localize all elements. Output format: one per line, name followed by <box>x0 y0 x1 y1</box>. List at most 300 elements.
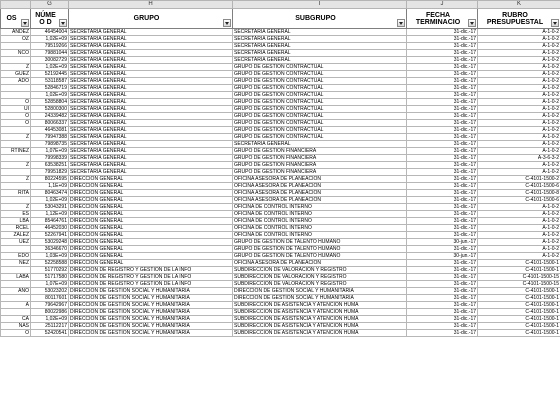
cell-name[interactable]: GUEZ <box>1 71 31 78</box>
cell-numero[interactable]: 1,02E+09 <box>31 197 69 204</box>
cell-fecha[interactable]: 31-dic.-17 <box>407 155 478 162</box>
column-letter-j[interactable]: J <box>407 1 478 9</box>
cell-rubro[interactable]: A-1-0-2 <box>478 134 560 141</box>
cell-numero[interactable]: 30082729 <box>31 57 69 64</box>
cell-fecha[interactable]: 31-dic.-17 <box>407 141 478 148</box>
table-row <box>1 50 560 57</box>
cell-numero[interactable]: 52267941 <box>31 232 69 239</box>
cell-subgrupo[interactable]: GRUPO DE GESTION CONTRACTUAL <box>233 120 407 127</box>
cell-rubro[interactable]: A-1-0-2 <box>478 113 560 120</box>
cell-name[interactable]: ANDEZ <box>1 29 31 36</box>
cell-numero[interactable]: 52192445 <box>31 71 69 78</box>
filter-dropdown-icon[interactable] <box>468 19 476 27</box>
cell-numero[interactable]: 52858804 <box>31 99 69 106</box>
cell-fecha[interactable]: 31-dic.-17 <box>407 190 478 197</box>
table-row <box>1 309 560 316</box>
cell-numero[interactable]: 80224595 <box>31 176 69 183</box>
cell-grupo[interactable]: DIRECCION DE GESTION SOCIAL Y HUMANITARIA <box>69 316 233 323</box>
cell-subgrupo[interactable]: GRUPO DE GESTION CONTRACTUAL <box>233 92 407 99</box>
cell-rubro[interactable]: C-4101-1500-1 <box>478 288 560 295</box>
cell-numero[interactable]: 79642967 <box>31 302 69 309</box>
table-row <box>1 302 560 309</box>
cell-subgrupo[interactable]: SUBDIRECCION DE ASISTENCIA Y ATENCION HUMA <box>233 309 407 316</box>
cell-name[interactable]: Z <box>1 134 31 141</box>
cell-grupo[interactable]: SECRETARIA GENERAL <box>69 43 233 50</box>
column-letter-f[interactable] <box>1 1 31 9</box>
cell-subgrupo[interactable]: OFICINA DE CONTROL INTERNO <box>233 232 407 239</box>
cell-fecha[interactable]: 31-dic.-17 <box>407 78 478 85</box>
cell-name[interactable]: UEZ <box>1 239 31 246</box>
cell-name[interactable]: Z <box>1 176 31 183</box>
cell-subgrupo[interactable]: GRUPO DE GESTION CONTRACTUAL <box>233 99 407 106</box>
header-cell-numero[interactable] <box>31 9 69 29</box>
cell-subgrupo[interactable]: GRUPO DE GESTION DE TALENTO HUMANO <box>233 239 407 246</box>
cell-fecha[interactable]: 31-dic.-17 <box>407 274 478 281</box>
cell-subgrupo[interactable]: GRUPO DE GESTION FINANCIERA <box>233 162 407 169</box>
cell-subgrupo[interactable]: DIRECCION DE GESTION SOCIAL Y HUMANITARIA <box>233 295 407 302</box>
cell-numero[interactable]: 46454004 <box>31 29 69 36</box>
cell-numero[interactable]: 79951829 <box>31 169 69 176</box>
cell-grupo[interactable]: SECRETARIA GENERAL <box>69 92 233 99</box>
cell-subgrupo[interactable]: GRUPO DE GESTION CONTRACTUAL <box>233 127 407 134</box>
cell-subgrupo[interactable]: GRUPO DE GESTION CONTRACTUAL <box>233 85 407 92</box>
cell-name[interactable]: Z <box>1 64 31 71</box>
cell-grupo[interactable]: SECRETARIA GENERAL <box>69 78 233 85</box>
cell-name[interactable]: RCEL <box>1 225 31 232</box>
cell-fecha[interactable]: 31-dic.-17 <box>407 57 478 64</box>
cell-fecha[interactable]: 31-dic.-17 <box>407 92 478 99</box>
cell-rubro[interactable]: A-1-0-2 <box>478 141 560 148</box>
cell-grupo[interactable]: SECRETARIA GENERAL <box>69 148 233 155</box>
table-row <box>1 127 560 134</box>
cell-rubro[interactable]: A-1-0-2 <box>478 127 560 134</box>
cell-rubro[interactable]: A-1-0-2 <box>478 99 560 106</box>
cell-subgrupo[interactable]: GRUPO DE GESTION CONTRACTUAL <box>233 64 407 71</box>
cell-grupo[interactable]: SECRETARIA GENERAL <box>69 85 233 92</box>
cell-grupo[interactable]: SECRETARIA GENERAL <box>69 127 233 134</box>
cell-name[interactable]: EDO <box>1 253 31 260</box>
cell-fecha[interactable]: 31-dic.-17 <box>407 288 478 295</box>
cell-rubro[interactable]: A-1-0-2 <box>478 43 560 50</box>
table-row <box>1 267 560 274</box>
cell-rubro[interactable]: A-1-0-2 <box>478 106 560 113</box>
cell-fecha[interactable]: 31-dic.-17 <box>407 64 478 71</box>
cell-grupo[interactable]: SECRETARIA GENERAL <box>69 64 233 71</box>
cell-numero[interactable]: 36346670 <box>31 246 69 253</box>
cell-fecha[interactable]: 31-dic.-17 <box>407 246 478 253</box>
cell-fecha[interactable]: 31-dic.-17 <box>407 169 478 176</box>
table-row <box>1 120 560 127</box>
cell-rubro[interactable]: A-1-0-2 <box>478 71 560 78</box>
cell-grupo[interactable]: DIRECCION DE REGISTRO Y GESTION DE LA INFO <box>69 274 233 281</box>
cell-grupo[interactable]: SECRETARIA GENERAL <box>69 155 233 162</box>
cell-numero[interactable]: 80022986 <box>31 309 69 316</box>
cell-fecha[interactable]: 31-dic.-17 <box>407 120 478 127</box>
cell-numero[interactable]: 1,02E+09 <box>31 316 69 323</box>
cell-subgrupo[interactable]: SECRETARIA GENERAL <box>233 29 407 36</box>
header-cell-name[interactable] <box>1 9 31 29</box>
cell-name[interactable]: UI <box>1 106 31 113</box>
cell-grupo[interactable]: DIRECCION DE GESTION SOCIAL Y HUMANITARIA <box>69 295 233 302</box>
cell-numero[interactable]: 79947388 <box>31 134 69 141</box>
cell-subgrupo[interactable]: SUBDIRECCION DE VALORACION Y REGISTRO <box>233 281 407 288</box>
cell-grupo[interactable]: SECRETARIA GENERAL <box>69 57 233 64</box>
cell-fecha[interactable]: 31-dic.-17 <box>407 162 478 169</box>
cell-numero[interactable]: 52420541 <box>31 330 69 337</box>
cell-name[interactable] <box>1 85 31 92</box>
cell-name[interactable] <box>1 183 31 190</box>
table-row <box>1 323 560 330</box>
cell-rubro[interactable]: A-1-0-2 <box>478 78 560 85</box>
cell-subgrupo[interactable]: GRUPO DE GESTION FINANCIERA <box>233 169 407 176</box>
column-letter-k[interactable]: K <box>478 1 560 9</box>
cell-subgrupo[interactable]: SECRETARIA GENERAL <box>233 43 407 50</box>
header-cell-fecha[interactable] <box>407 9 478 29</box>
cell-numero[interactable]: 85464761 <box>31 218 69 225</box>
cell-fecha[interactable]: 31-dic.-17 <box>407 323 478 330</box>
cell-rubro[interactable]: A-1-0-2 <box>478 239 560 246</box>
cell-grupo[interactable]: DIRECCION GENERAL <box>69 176 233 183</box>
cell-numero[interactable]: 1,02E+09 <box>31 92 69 99</box>
cell-grupo[interactable]: DIRECCION GENERAL <box>69 239 233 246</box>
cell-fecha[interactable]: 31-dic.-17 <box>407 204 478 211</box>
cell-subgrupo[interactable]: GRUPO DE GESTION CONTRACTUAL <box>233 78 407 85</box>
cell-fecha[interactable]: 31-dic.-17 <box>407 148 478 155</box>
cell-subgrupo[interactable]: SECRETARIA GENERAL <box>233 57 407 64</box>
cell-grupo[interactable]: SECRETARIA GENERAL <box>69 120 233 127</box>
cell-grupo[interactable]: DIRECCION DE GESTION SOCIAL Y HUMANITARIA <box>69 309 233 316</box>
cell-name[interactable] <box>1 57 31 64</box>
cell-rubro[interactable]: C-4101-1500-6 <box>478 197 560 204</box>
cell-name[interactable]: ANO <box>1 288 31 295</box>
cell-subgrupo[interactable]: GRUPO DE GESTION FINANCIERA <box>233 155 407 162</box>
filter-dropdown-icon[interactable] <box>223 19 231 27</box>
table-row <box>1 225 560 232</box>
cell-grupo[interactable]: DIRECCION GENERAL <box>69 190 233 197</box>
cell-rubro[interactable]: A-1-0-2 <box>478 57 560 64</box>
cell-name[interactable] <box>1 309 31 316</box>
cell-fecha[interactable]: 31-dic.-17 <box>407 176 478 183</box>
cell-numero[interactable]: 1,03E+09 <box>31 253 69 260</box>
cell-rubro[interactable]: A-1-0-2 <box>478 204 560 211</box>
cell-name[interactable]: RTINEZ <box>1 148 31 155</box>
cell-rubro[interactable]: C-4101-1500-1 <box>478 295 560 302</box>
cell-name[interactable]: RITA <box>1 190 31 197</box>
cell-numero[interactable]: 53029248 <box>31 239 69 246</box>
cell-numero[interactable]: 53043291 <box>31 204 69 211</box>
cell-rubro[interactable]: C-4101-1500-1 <box>478 267 560 274</box>
table-row <box>1 316 560 323</box>
cell-fecha[interactable]: 31-dic.-17 <box>407 36 478 43</box>
header-cell-subgrupo[interactable] <box>233 9 407 29</box>
cell-numero[interactable]: 52846719 <box>31 85 69 92</box>
cell-grupo[interactable]: DIRECCION DE GESTION SOCIAL Y HUMANITARIA <box>69 288 233 295</box>
cell-rubro[interactable]: A-1-0-2 <box>478 225 560 232</box>
cell-subgrupo[interactable]: GRUPO DE GESTION CONTRACTUAL <box>233 134 407 141</box>
column-letter-i[interactable]: I <box>233 1 407 9</box>
cell-fecha[interactable]: 31-dic.-17 <box>407 43 478 50</box>
cell-subgrupo[interactable]: SUBDIRECCION DE VALORACION Y REGISTRO <box>233 274 407 281</box>
cell-subgrupo[interactable]: SECRETARIA GENERAL <box>233 36 407 43</box>
cell-numero[interactable]: 1,12E+09 <box>31 211 69 218</box>
table-row <box>1 99 560 106</box>
cell-subgrupo[interactable]: OFICINA ASESORA DE PLANEACION <box>233 260 407 267</box>
cell-subgrupo[interactable]: OFICINA ASESORA DE PLANEACION <box>233 183 407 190</box>
cell-rubro[interactable]: A-1-0-2 <box>478 253 560 260</box>
cell-subgrupo[interactable]: SUBDIRECCION DE ASISTENCIA Y ATENCION HUMA <box>233 302 407 309</box>
cell-fecha[interactable]: 30-jun.-17 <box>407 253 478 260</box>
cell-rubro[interactable]: A-1-0-2 <box>478 50 560 57</box>
cell-numero[interactable]: 52258588 <box>31 260 69 267</box>
cell-fecha[interactable]: 31-dic.-17 <box>407 218 478 225</box>
cell-fecha[interactable]: 31-dic.-17 <box>407 309 478 316</box>
cell-rubro[interactable]: A-1-0-2 <box>478 92 560 99</box>
cell-numero[interactable]: 51770292 <box>31 267 69 274</box>
cell-grupo[interactable]: SECRETARIA GENERAL <box>69 36 233 43</box>
cell-grupo[interactable]: DIRECCION GENERAL <box>69 183 233 190</box>
cell-name[interactable]: NAS <box>1 323 31 330</box>
cell-name[interactable] <box>1 141 31 148</box>
cell-name[interactable] <box>1 281 31 288</box>
cell-grupo[interactable]: DIRECCION GENERAL <box>69 232 233 239</box>
cell-grupo[interactable]: DIRECCION GENERAL <box>69 211 233 218</box>
cell-rubro[interactable]: C-4101-1500-8 <box>478 190 560 197</box>
cell-grupo[interactable]: SECRETARIA GENERAL <box>69 71 233 78</box>
cell-subgrupo[interactable]: OFICINA DE CONTROL INTERNO <box>233 225 407 232</box>
cell-rubro[interactable]: A-1-0-2 <box>478 148 560 155</box>
cell-subgrupo[interactable]: GRUPO DE GESTION CONTRACTUAL <box>233 106 407 113</box>
table-row <box>1 183 560 190</box>
cell-fecha[interactable]: 31-dic.-17 <box>407 106 478 113</box>
table-row <box>1 288 560 295</box>
cell-grupo[interactable]: SECRETARIA GENERAL <box>69 50 233 57</box>
cell-name[interactable] <box>1 92 31 99</box>
cell-numero[interactable]: 25112217 <box>31 323 69 330</box>
cell-rubro[interactable]: A-1-0-2 <box>478 29 560 36</box>
cell-rubro[interactable]: C-4101-1500-1 <box>478 260 560 267</box>
cell-numero[interactable]: 53023202 <box>31 288 69 295</box>
cell-fecha[interactable]: 31-dic.-17 <box>407 71 478 78</box>
cell-subgrupo[interactable]: SUBDIRECCION DE VALORACION Y REGISTRO <box>233 267 407 274</box>
cell-grupo[interactable]: DIRECCION GENERAL <box>69 260 233 267</box>
cell-subgrupo[interactable]: SECRETARIA GENERAL <box>233 50 407 57</box>
cell-fecha[interactable]: 31-dic.-17 <box>407 281 478 288</box>
table-row <box>1 113 560 120</box>
cell-rubro[interactable]: A-1-0-2 <box>478 211 560 218</box>
cell-name[interactable] <box>1 127 31 134</box>
cell-numero[interactable]: 46453081 <box>31 127 69 134</box>
cell-numero[interactable]: 80463474 <box>31 190 69 197</box>
cell-grupo[interactable]: DIRECCION DE GESTION SOCIAL Y HUMANITARIA <box>69 323 233 330</box>
cell-fecha[interactable]: 31-dic.-17 <box>407 99 478 106</box>
cell-name[interactable] <box>1 295 31 302</box>
cell-numero[interactable]: 52800300 <box>31 106 69 113</box>
cell-numero[interactable]: 51717580 <box>31 274 69 281</box>
cell-subgrupo[interactable]: SECRETARIA GENERAL <box>233 141 407 148</box>
cell-name[interactable] <box>1 246 31 253</box>
cell-name[interactable]: ADO <box>1 78 31 85</box>
cell-rubro[interactable]: C-4101-1500-2 <box>478 176 560 183</box>
cell-fecha[interactable]: 31-dic.-17 <box>407 330 478 337</box>
cell-name[interactable]: O <box>1 330 31 337</box>
cell-numero[interactable]: 63538251 <box>31 162 69 169</box>
cell-grupo[interactable]: DIRECCION DE REGISTRO Y GESTION DE LA INFO <box>69 281 233 288</box>
cell-numero[interactable]: 80117601 <box>31 295 69 302</box>
cell-name[interactable] <box>1 169 31 176</box>
cell-name[interactable]: O <box>1 113 31 120</box>
cell-name[interactable] <box>1 197 31 204</box>
cell-rubro[interactable]: A-1-0-2 <box>478 246 560 253</box>
cell-grupo[interactable]: DIRECCION GENERAL <box>69 197 233 204</box>
cell-numero[interactable]: 1,07E+09 <box>31 148 69 155</box>
cell-fecha[interactable]: 30-jun.-17 <box>407 239 478 246</box>
cell-numero[interactable]: 79898735 <box>31 141 69 148</box>
cell-name[interactable]: O <box>1 99 31 106</box>
cell-numero[interactable]: 79881044 <box>31 50 69 57</box>
cell-name[interactable]: LBA <box>1 218 31 225</box>
cell-fecha[interactable]: 31-dic.-17 <box>407 127 478 134</box>
cell-rubro[interactable]: C-4101-1500-1 <box>478 316 560 323</box>
cell-rubro[interactable]: A-1-0-2 <box>478 64 560 71</box>
cell-subgrupo[interactable]: SUBDIRECCION DE ASISTENCIA Y ATENCION HUMA <box>233 330 407 337</box>
column-letter-h[interactable]: H <box>69 1 233 9</box>
cell-subgrupo[interactable]: OFICINA DE CONTROL INTERNO <box>233 204 407 211</box>
header-cell-grupo[interactable] <box>69 9 233 29</box>
cell-fecha[interactable]: 31-dic.-17 <box>407 197 478 204</box>
cell-fecha[interactable]: 31-dic.-17 <box>407 260 478 267</box>
table-row <box>1 57 560 64</box>
cell-fecha[interactable]: 31-dic.-17 <box>407 113 478 120</box>
cell-fecha[interactable]: 31-dic.-17 <box>407 232 478 239</box>
cell-subgrupo[interactable]: DIRECCION DE GESTION SOCIAL Y HUMANITARIA <box>233 288 407 295</box>
cell-numero[interactable]: 1,02E+09 <box>31 64 69 71</box>
cell-name[interactable]: A <box>1 302 31 309</box>
cell-grupo[interactable]: SECRETARIA GENERAL <box>69 134 233 141</box>
cell-grupo[interactable]: DIRECCION DE GESTION SOCIAL Y HUMANITARIA <box>69 302 233 309</box>
cell-rubro[interactable]: C-4101-1500-1 <box>478 323 560 330</box>
cell-grupo[interactable]: SECRETARIA GENERAL <box>69 106 233 113</box>
table-row <box>1 106 560 113</box>
cell-rubro[interactable]: A-1-0-2 <box>478 162 560 169</box>
cell-numero[interactable]: 53118587 <box>31 78 69 85</box>
cell-name[interactable]: O <box>1 120 31 127</box>
cell-fecha[interactable]: 31-dic.-17 <box>407 183 478 190</box>
table-row <box>1 211 560 218</box>
cell-fecha[interactable]: 31-dic.-17 <box>407 316 478 323</box>
cell-rubro[interactable]: C-4101-1500-1 <box>478 330 560 337</box>
filter-dropdown-icon[interactable] <box>397 19 405 27</box>
cell-fecha[interactable]: 31-dic.-17 <box>407 267 478 274</box>
cell-rubro[interactable]: C-4101-1500-1 <box>478 309 560 316</box>
cell-rubro[interactable]: A-1-0-2 <box>478 232 560 239</box>
cell-subgrupo[interactable]: OFICINA ASESORA DE PLANEACION <box>233 176 407 183</box>
cell-grupo[interactable]: DIRECCION DE REGISTRO Y GESTION DE LA INFO <box>69 267 233 274</box>
table-row <box>1 281 560 288</box>
cell-subgrupo[interactable]: OFICINA ASESORA DE PLANEACION <box>233 197 407 204</box>
cell-name[interactable]: Z <box>1 204 31 211</box>
cell-grupo[interactable]: DIRECCION GENERAL <box>69 253 233 260</box>
cell-rubro[interactable]: A-1-0-2 <box>478 120 560 127</box>
column-letter-g[interactable]: G <box>31 1 69 9</box>
filter-dropdown-icon[interactable] <box>551 19 559 27</box>
cell-grupo[interactable]: SECRETARIA GENERAL <box>69 99 233 106</box>
cell-rubro[interactable]: A-1-0-2 <box>478 169 560 176</box>
cell-rubro[interactable]: C-4101-1500-1 <box>478 302 560 309</box>
cell-subgrupo[interactable]: OFICINA ASESORA DE PLANEACION <box>233 190 407 197</box>
table-row <box>1 330 560 337</box>
cell-numero[interactable]: 24339482 <box>31 113 69 120</box>
cell-grupo[interactable]: SECRETARIA GENERAL <box>69 162 233 169</box>
cell-name[interactable]: ZALEZ <box>1 232 31 239</box>
cell-numero[interactable]: 80066337 <box>31 120 69 127</box>
cell-numero[interactable]: 79998339 <box>31 155 69 162</box>
cell-name[interactable]: ES <box>1 211 31 218</box>
cell-name[interactable]: LABA <box>1 274 31 281</box>
cell-grupo[interactable]: SECRETARIA GENERAL <box>69 29 233 36</box>
cell-fecha[interactable]: 31-dic.-17 <box>407 302 478 309</box>
cell-fecha[interactable]: 31-dic.-17 <box>407 211 478 218</box>
cell-subgrupo[interactable]: GRUPO DE GESTION DE TALENTO HUMANO <box>233 246 407 253</box>
cell-fecha[interactable]: 31-dic.-17 <box>407 29 478 36</box>
cell-rubro[interactable]: C-4101-1500-15 <box>478 274 560 281</box>
cell-subgrupo[interactable]: GRUPO DE GESTION DE TALENTO HUMANO <box>233 253 407 260</box>
cell-subgrupo[interactable]: GRUPO DE GESTION CONTRACTUAL <box>233 71 407 78</box>
cell-grupo[interactable]: DIRECCION GENERAL <box>69 225 233 232</box>
cell-rubro[interactable]: C-4101-1500-15 <box>478 281 560 288</box>
cell-grupo[interactable]: SECRETARIA GENERAL <box>69 169 233 176</box>
cell-name[interactable]: NEZ <box>1 260 31 267</box>
cell-rubro[interactable]: A-1-0-2 <box>478 85 560 92</box>
cell-name[interactable] <box>1 155 31 162</box>
cell-rubro[interactable]: C-4101-1500-6 <box>478 183 560 190</box>
cell-name[interactable]: OZ <box>1 36 31 43</box>
cell-grupo[interactable]: DIRECCION GENERAL <box>69 204 233 211</box>
cell-fecha[interactable]: 31-dic.-17 <box>407 134 478 141</box>
cell-name[interactable]: CA <box>1 316 31 323</box>
cell-subgrupo[interactable]: GRUPO DE GESTION CONTRACTUAL <box>233 113 407 120</box>
cell-numero[interactable]: 79519266 <box>31 43 69 50</box>
cell-subgrupo[interactable]: OFICINA DE CONTROL INTERNO <box>233 218 407 225</box>
cell-name[interactable] <box>1 43 31 50</box>
filter-dropdown-icon[interactable] <box>59 19 67 27</box>
cell-subgrupo[interactable]: OFICINA DE CONTROL INTERNO <box>233 211 407 218</box>
cell-rubro[interactable]: A-3-6-3-2 <box>478 155 560 162</box>
cell-name[interactable]: NCO <box>1 50 31 57</box>
cell-subgrupo[interactable]: SUBDIRECCION DE ASISTENCIA Y ATENCION HUMA <box>233 316 407 323</box>
cell-numero[interactable]: 46452030 <box>31 225 69 232</box>
cell-fecha[interactable]: 31-dic.-17 <box>407 85 478 92</box>
cell-subgrupo[interactable]: SUBDIRECCION DE ASISTENCIA Y ATENCION HUMA <box>233 323 407 330</box>
cell-grupo[interactable]: DIRECCION DE GESTION SOCIAL Y HUMANITARIA <box>69 330 233 337</box>
cell-numero[interactable]: 1,02E+09 <box>31 36 69 43</box>
cell-numero[interactable]: 1,07E+09 <box>31 281 69 288</box>
header-cell-rubro[interactable] <box>478 9 560 29</box>
cell-grupo[interactable]: DIRECCION GENERAL <box>69 218 233 225</box>
cell-rubro[interactable]: A-1-0-2 <box>478 218 560 225</box>
cell-fecha[interactable]: 31-dic.-17 <box>407 295 478 302</box>
cell-name[interactable]: Z <box>1 162 31 169</box>
cell-fecha[interactable]: 31-dic.-17 <box>407 50 478 57</box>
cell-numero[interactable]: 1,1E+09 <box>31 183 69 190</box>
cell-fecha[interactable]: 31-dic.-17 <box>407 225 478 232</box>
cell-rubro[interactable]: A-1-0-2 <box>478 36 560 43</box>
cell-grupo[interactable]: DIRECCION GENERAL <box>69 246 233 253</box>
cell-name[interactable] <box>1 267 31 274</box>
cell-grupo[interactable]: SECRETARIA GENERAL <box>69 113 233 120</box>
cell-grupo[interactable]: SECRETARIA GENERAL <box>69 141 233 148</box>
filter-dropdown-icon[interactable] <box>21 19 29 27</box>
cell-subgrupo[interactable]: GRUPO DE GESTION FINANCIERA <box>233 148 407 155</box>
